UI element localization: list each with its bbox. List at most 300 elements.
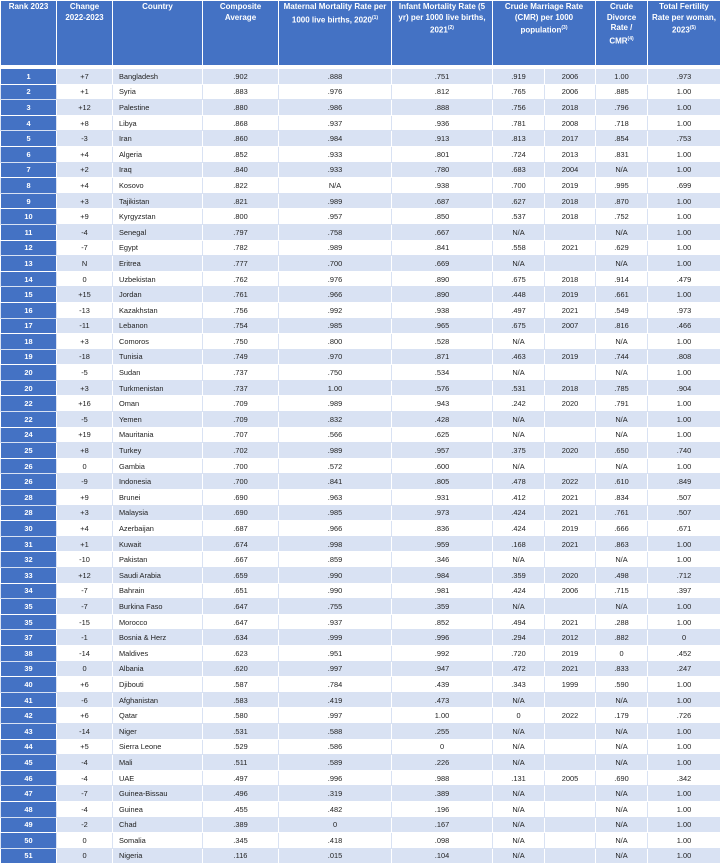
cell-fertility: .699 bbox=[648, 178, 720, 194]
cell-fertility: 1.00 bbox=[648, 334, 720, 350]
cell-fertility: .507 bbox=[648, 490, 720, 506]
cell-maternal: .989 bbox=[279, 240, 392, 256]
cell-maternal: .937 bbox=[279, 614, 392, 630]
cell-country: Albania bbox=[113, 661, 203, 677]
cell-marriage-year bbox=[545, 334, 596, 350]
cell-divorce: .785 bbox=[596, 380, 648, 396]
cell-marriage-rate: .478 bbox=[493, 474, 545, 490]
cell-maternal: .984 bbox=[279, 131, 392, 147]
cell-country: Saudi Arabia bbox=[113, 568, 203, 584]
cell-fertility: .849 bbox=[648, 474, 720, 490]
cell-marriage-rate: N/A bbox=[493, 365, 545, 381]
cell-marriage-rate: .472 bbox=[493, 661, 545, 677]
cell-marriage-rate: .627 bbox=[493, 193, 545, 209]
cell-marriage-rate: .724 bbox=[493, 146, 545, 162]
cell-fertility: .753 bbox=[648, 131, 720, 147]
cell-infant: .576 bbox=[392, 380, 493, 396]
cell-country: Brunei bbox=[113, 490, 203, 506]
cell-composite: .756 bbox=[203, 302, 279, 318]
cell-fertility: .479 bbox=[648, 271, 720, 287]
cell-change: -7 bbox=[57, 786, 113, 802]
cell-marriage-rate: N/A bbox=[493, 412, 545, 428]
cell-fertility: .342 bbox=[648, 770, 720, 786]
cell-change: -4 bbox=[57, 770, 113, 786]
cell-maternal: .784 bbox=[279, 677, 392, 693]
cell-marriage-year bbox=[545, 833, 596, 849]
cell-infant: .098 bbox=[392, 833, 493, 849]
cell-fertility: .726 bbox=[648, 708, 720, 724]
table-row bbox=[1, 318, 720, 334]
cell-fertility: 1.00 bbox=[648, 287, 720, 303]
cell-maternal: .996 bbox=[279, 770, 392, 786]
cell-rank: 28 bbox=[1, 490, 57, 506]
cell-rank: 14 bbox=[1, 271, 57, 287]
header-marriage bbox=[493, 1, 596, 66]
cell-divorce: N/A bbox=[596, 458, 648, 474]
header-infant-sup: (2) bbox=[448, 25, 454, 31]
cell-marriage-year bbox=[545, 755, 596, 771]
cell-divorce: N/A bbox=[596, 162, 648, 178]
cell-composite: .647 bbox=[203, 614, 279, 630]
cell-rank: 41 bbox=[1, 692, 57, 708]
cell-infant: .890 bbox=[392, 271, 493, 287]
cell-fertility: .466 bbox=[648, 318, 720, 334]
cell-rank: 1 bbox=[1, 69, 57, 85]
cell-country: Gambia bbox=[113, 458, 203, 474]
cell-country: Afghanistan bbox=[113, 692, 203, 708]
cell-marriage-year: 2021 bbox=[545, 505, 596, 521]
cell-marriage-year bbox=[545, 723, 596, 739]
cell-marriage-rate: N/A bbox=[493, 723, 545, 739]
cell-composite: .754 bbox=[203, 318, 279, 334]
cell-marriage-year: 2018 bbox=[545, 209, 596, 225]
table-row bbox=[1, 146, 720, 162]
cell-maternal: .758 bbox=[279, 224, 392, 240]
cell-marriage-rate: .424 bbox=[493, 521, 545, 537]
cell-infant: .196 bbox=[392, 801, 493, 817]
cell-rank: 22 bbox=[1, 396, 57, 412]
cell-country: Mali bbox=[113, 755, 203, 771]
cell-marriage-rate: N/A bbox=[493, 786, 545, 802]
cell-rank: 25 bbox=[1, 443, 57, 459]
cell-maternal: .976 bbox=[279, 271, 392, 287]
cell-divorce: N/A bbox=[596, 552, 648, 568]
cell-fertility: 0 bbox=[648, 630, 720, 646]
cell-maternal: .589 bbox=[279, 755, 392, 771]
cell-infant: .871 bbox=[392, 349, 493, 365]
table-row bbox=[1, 770, 720, 786]
cell-country: Comoros bbox=[113, 334, 203, 350]
cell-composite: .800 bbox=[203, 209, 279, 225]
cell-change: -4 bbox=[57, 801, 113, 817]
cell-divorce: .914 bbox=[596, 271, 648, 287]
cell-fertility: .740 bbox=[648, 443, 720, 459]
cell-rank: 35 bbox=[1, 614, 57, 630]
cell-change: -5 bbox=[57, 412, 113, 428]
cell-marriage-year bbox=[545, 599, 596, 615]
cell-composite: .345 bbox=[203, 833, 279, 849]
cell-marriage-rate: .781 bbox=[493, 115, 545, 131]
cell-marriage-year bbox=[545, 224, 596, 240]
cell-infant: .667 bbox=[392, 224, 493, 240]
cell-divorce: .834 bbox=[596, 490, 648, 506]
cell-marriage-year: 2006 bbox=[545, 583, 596, 599]
cell-maternal: .859 bbox=[279, 552, 392, 568]
cell-fertility: 1.00 bbox=[648, 536, 720, 552]
cell-divorce: .882 bbox=[596, 630, 648, 646]
cell-maternal: .482 bbox=[279, 801, 392, 817]
cell-rank: 5 bbox=[1, 131, 57, 147]
cell-change: +3 bbox=[57, 380, 113, 396]
cell-country: Pakistan bbox=[113, 552, 203, 568]
cell-maternal: .419 bbox=[279, 692, 392, 708]
cell-rank: 20 bbox=[1, 380, 57, 396]
table-row bbox=[1, 193, 720, 209]
cell-infant: .984 bbox=[392, 568, 493, 584]
cell-change: -7 bbox=[57, 583, 113, 599]
cell-rank: 19 bbox=[1, 349, 57, 365]
cell-country: Somalia bbox=[113, 833, 203, 849]
cell-change: +4 bbox=[57, 178, 113, 194]
cell-divorce: N/A bbox=[596, 412, 648, 428]
cell-rank: 16 bbox=[1, 302, 57, 318]
cell-maternal: N/A bbox=[279, 178, 392, 194]
cell-rank: 51 bbox=[1, 848, 57, 864]
cell-change: -3 bbox=[57, 131, 113, 147]
cell-marriage-year bbox=[545, 848, 596, 864]
cell-composite: .902 bbox=[203, 69, 279, 85]
cell-divorce: N/A bbox=[596, 256, 648, 272]
cell-marriage-year bbox=[545, 739, 596, 755]
cell-country: Qatar bbox=[113, 708, 203, 724]
cell-composite: .737 bbox=[203, 380, 279, 396]
cell-fertility: 1.00 bbox=[648, 412, 720, 428]
cell-maternal: .989 bbox=[279, 396, 392, 412]
cell-rank: 47 bbox=[1, 786, 57, 802]
cell-country: Morocco bbox=[113, 614, 203, 630]
cell-infant: .931 bbox=[392, 490, 493, 506]
cell-change: +9 bbox=[57, 490, 113, 506]
cell-divorce: .752 bbox=[596, 209, 648, 225]
cell-country: Yemen bbox=[113, 412, 203, 428]
cell-country: Kuwait bbox=[113, 536, 203, 552]
cell-fertility: .808 bbox=[648, 349, 720, 365]
cell-change: -9 bbox=[57, 474, 113, 490]
header-divorce bbox=[596, 1, 648, 66]
cell-rank: 10 bbox=[1, 209, 57, 225]
table-row bbox=[1, 209, 720, 225]
cell-rank: 30 bbox=[1, 521, 57, 537]
cell-fertility: 1.00 bbox=[648, 786, 720, 802]
cell-marriage-rate: N/A bbox=[493, 755, 545, 771]
header-fertility-text: Total Fertility Rate per woman, 2023 bbox=[652, 2, 716, 35]
table-row bbox=[1, 412, 720, 428]
cell-maternal: .937 bbox=[279, 115, 392, 131]
cell-country: Eritrea bbox=[113, 256, 203, 272]
cell-fertility: .973 bbox=[648, 302, 720, 318]
cell-marriage-rate: N/A bbox=[493, 817, 545, 833]
cell-infant: .841 bbox=[392, 240, 493, 256]
cell-country: Sierra Leone bbox=[113, 739, 203, 755]
cell-change: -4 bbox=[57, 224, 113, 240]
cell-divorce: .498 bbox=[596, 568, 648, 584]
cell-composite: .749 bbox=[203, 349, 279, 365]
cell-marriage-rate: N/A bbox=[493, 552, 545, 568]
cell-rank: 44 bbox=[1, 739, 57, 755]
table-row bbox=[1, 349, 720, 365]
cell-fertility: .904 bbox=[648, 380, 720, 396]
cell-marriage-year bbox=[545, 256, 596, 272]
cell-divorce: 1.00 bbox=[596, 69, 648, 85]
cell-composite: .496 bbox=[203, 786, 279, 802]
cell-change: +12 bbox=[57, 100, 113, 116]
cell-divorce: .885 bbox=[596, 84, 648, 100]
cell-fertility: .397 bbox=[648, 583, 720, 599]
cell-fertility: 1.00 bbox=[648, 723, 720, 739]
table-row bbox=[1, 490, 720, 506]
cell-fertility: 1.00 bbox=[648, 84, 720, 100]
table-row bbox=[1, 396, 720, 412]
cell-marriage-rate: .558 bbox=[493, 240, 545, 256]
cell-maternal: .586 bbox=[279, 739, 392, 755]
cell-marriage-year bbox=[545, 365, 596, 381]
cell-divorce: N/A bbox=[596, 723, 648, 739]
cell-composite: .497 bbox=[203, 770, 279, 786]
cell-marriage-year: 2020 bbox=[545, 396, 596, 412]
cell-divorce: .629 bbox=[596, 240, 648, 256]
cell-marriage-year: 1999 bbox=[545, 677, 596, 693]
cell-fertility: .452 bbox=[648, 645, 720, 661]
cell-country: Kyrgyzstan bbox=[113, 209, 203, 225]
cell-fertility: .973 bbox=[648, 69, 720, 85]
cell-composite: .580 bbox=[203, 708, 279, 724]
cell-change: +2 bbox=[57, 162, 113, 178]
cell-marriage-rate: .537 bbox=[493, 209, 545, 225]
cell-infant: .805 bbox=[392, 474, 493, 490]
cell-divorce: N/A bbox=[596, 786, 648, 802]
cell-infant: .600 bbox=[392, 458, 493, 474]
cell-rank: 28 bbox=[1, 505, 57, 521]
cell-infant: .913 bbox=[392, 131, 493, 147]
cell-marriage-year bbox=[545, 801, 596, 817]
table-row bbox=[1, 131, 720, 147]
cell-divorce: .796 bbox=[596, 100, 648, 116]
cell-change: -15 bbox=[57, 614, 113, 630]
cell-rank: 2 bbox=[1, 84, 57, 100]
cell-composite: .651 bbox=[203, 583, 279, 599]
cell-divorce: .288 bbox=[596, 614, 648, 630]
cell-change: -11 bbox=[57, 318, 113, 334]
table-row bbox=[1, 755, 720, 771]
cell-marriage-year bbox=[545, 458, 596, 474]
table-row bbox=[1, 677, 720, 693]
cell-marriage-year: 2019 bbox=[545, 178, 596, 194]
cell-rank: 39 bbox=[1, 661, 57, 677]
cell-composite: .690 bbox=[203, 490, 279, 506]
cell-change: -4 bbox=[57, 755, 113, 771]
cell-fertility: 1.00 bbox=[648, 801, 720, 817]
cell-marriage-year bbox=[545, 412, 596, 428]
cell-maternal: .750 bbox=[279, 365, 392, 381]
cell-change: -2 bbox=[57, 817, 113, 833]
cell-composite: .511 bbox=[203, 755, 279, 771]
cell-rank: 11 bbox=[1, 224, 57, 240]
table-row bbox=[1, 334, 720, 350]
cell-marriage-year: 2021 bbox=[545, 302, 596, 318]
cell-fertility: 1.00 bbox=[648, 458, 720, 474]
cell-rank: 42 bbox=[1, 708, 57, 724]
cell-change: -14 bbox=[57, 645, 113, 661]
table-row bbox=[1, 443, 720, 459]
cell-country: Sudan bbox=[113, 365, 203, 381]
cell-change: 0 bbox=[57, 848, 113, 864]
cell-country: Indonesia bbox=[113, 474, 203, 490]
cell-infant: .167 bbox=[392, 817, 493, 833]
cell-infant: .973 bbox=[392, 505, 493, 521]
cell-change: -6 bbox=[57, 692, 113, 708]
cell-marriage-rate: .424 bbox=[493, 583, 545, 599]
cell-rank: 18 bbox=[1, 334, 57, 350]
table-row bbox=[1, 614, 720, 630]
table-row bbox=[1, 69, 720, 85]
cell-infant: .780 bbox=[392, 162, 493, 178]
table-row bbox=[1, 287, 720, 303]
cell-divorce: N/A bbox=[596, 801, 648, 817]
cell-composite: .822 bbox=[203, 178, 279, 194]
cell-composite: .762 bbox=[203, 271, 279, 287]
cell-marriage-year: 2018 bbox=[545, 271, 596, 287]
cell-marriage-rate: .813 bbox=[493, 131, 545, 147]
cell-marriage-year: 2017 bbox=[545, 131, 596, 147]
cell-country: Tajikistan bbox=[113, 193, 203, 209]
cell-divorce: .863 bbox=[596, 536, 648, 552]
cell-divorce: N/A bbox=[596, 739, 648, 755]
cell-maternal: .566 bbox=[279, 427, 392, 443]
table-row bbox=[1, 630, 720, 646]
cell-composite: .620 bbox=[203, 661, 279, 677]
cell-rank: 13 bbox=[1, 256, 57, 272]
cell-marriage-rate: N/A bbox=[493, 833, 545, 849]
cell-maternal: .572 bbox=[279, 458, 392, 474]
cell-marriage-rate: N/A bbox=[493, 599, 545, 615]
cell-rank: 50 bbox=[1, 833, 57, 849]
cell-infant: .389 bbox=[392, 786, 493, 802]
cell-marriage-rate: N/A bbox=[493, 692, 545, 708]
cell-composite: .667 bbox=[203, 552, 279, 568]
cell-fertility: 1.00 bbox=[648, 833, 720, 849]
cell-rank: 12 bbox=[1, 240, 57, 256]
cell-fertility: 1.00 bbox=[648, 552, 720, 568]
cell-infant: .992 bbox=[392, 645, 493, 661]
table-row bbox=[1, 100, 720, 116]
header-row bbox=[1, 1, 720, 66]
cell-composite: .709 bbox=[203, 412, 279, 428]
table-row bbox=[1, 568, 720, 584]
cell-maternal: .992 bbox=[279, 302, 392, 318]
cell-divorce: .816 bbox=[596, 318, 648, 334]
cell-change: +4 bbox=[57, 521, 113, 537]
cell-composite: .860 bbox=[203, 131, 279, 147]
cell-maternal: .990 bbox=[279, 568, 392, 584]
cell-maternal: .957 bbox=[279, 209, 392, 225]
cell-infant: .957 bbox=[392, 443, 493, 459]
cell-divorce: N/A bbox=[596, 817, 648, 833]
cell-fertility: 1.00 bbox=[648, 848, 720, 864]
cell-composite: .883 bbox=[203, 84, 279, 100]
cell-rank: 26 bbox=[1, 458, 57, 474]
cell-maternal: .990 bbox=[279, 583, 392, 599]
header-country: Country bbox=[113, 1, 203, 66]
cell-divorce: .995 bbox=[596, 178, 648, 194]
cell-rank: 9 bbox=[1, 193, 57, 209]
cell-marriage-rate: .343 bbox=[493, 677, 545, 693]
header-marriage-text: Crude Marriage Rate (CMR) per 1000 population bbox=[505, 2, 583, 35]
cell-rank: 17 bbox=[1, 318, 57, 334]
cell-marriage-year: 2020 bbox=[545, 443, 596, 459]
cell-change: -1 bbox=[57, 630, 113, 646]
cell-infant: .938 bbox=[392, 302, 493, 318]
cell-change: -14 bbox=[57, 723, 113, 739]
cell-marriage-rate: .375 bbox=[493, 443, 545, 459]
cell-country: Azerbaijan bbox=[113, 521, 203, 537]
cell-change: +4 bbox=[57, 146, 113, 162]
header-composite: Composite Average bbox=[203, 1, 279, 66]
cell-change: +8 bbox=[57, 443, 113, 459]
cell-marriage-rate: .756 bbox=[493, 100, 545, 116]
cell-fertility: 1.00 bbox=[648, 427, 720, 443]
cell-fertility: 1.00 bbox=[648, 256, 720, 272]
cell-country: Burkina Faso bbox=[113, 599, 203, 615]
cell-rank: 43 bbox=[1, 723, 57, 739]
cell-marriage-year: 2019 bbox=[545, 287, 596, 303]
table-row bbox=[1, 162, 720, 178]
cell-country: Guinea-Bissau bbox=[113, 786, 203, 802]
table-row bbox=[1, 661, 720, 677]
cell-rank: 31 bbox=[1, 536, 57, 552]
cell-change: +16 bbox=[57, 396, 113, 412]
cell-rank: 24 bbox=[1, 427, 57, 443]
cell-infant: .534 bbox=[392, 365, 493, 381]
cell-divorce: N/A bbox=[596, 365, 648, 381]
cell-infant: .812 bbox=[392, 84, 493, 100]
cell-country: Niger bbox=[113, 723, 203, 739]
cell-marriage-rate: N/A bbox=[493, 458, 545, 474]
table-row bbox=[1, 786, 720, 802]
cell-composite: .852 bbox=[203, 146, 279, 162]
cell-maternal: .588 bbox=[279, 723, 392, 739]
cell-rank: 38 bbox=[1, 645, 57, 661]
cell-fertility: .507 bbox=[648, 505, 720, 521]
cell-marriage-rate: N/A bbox=[493, 739, 545, 755]
cell-composite: .587 bbox=[203, 677, 279, 693]
table-row bbox=[1, 178, 720, 194]
cell-composite: .707 bbox=[203, 427, 279, 443]
cell-infant: .528 bbox=[392, 334, 493, 350]
cell-change: 0 bbox=[57, 271, 113, 287]
header-infant-text: Infant Mortality Rate (5 yr) per 1000 live births, 2021 bbox=[398, 2, 485, 35]
cell-divorce: N/A bbox=[596, 848, 648, 864]
cell-fertility: 1.00 bbox=[648, 209, 720, 225]
cell-marriage-rate: .700 bbox=[493, 178, 545, 194]
cell-marriage-year: 2018 bbox=[545, 380, 596, 396]
cell-marriage-rate: .531 bbox=[493, 380, 545, 396]
cell-marriage-year: 2005 bbox=[545, 770, 596, 786]
cell-country: Bosnia & Herz bbox=[113, 630, 203, 646]
table-row bbox=[1, 427, 720, 443]
cell-composite: .634 bbox=[203, 630, 279, 646]
cell-country: Guinea bbox=[113, 801, 203, 817]
cell-change: N bbox=[57, 256, 113, 272]
